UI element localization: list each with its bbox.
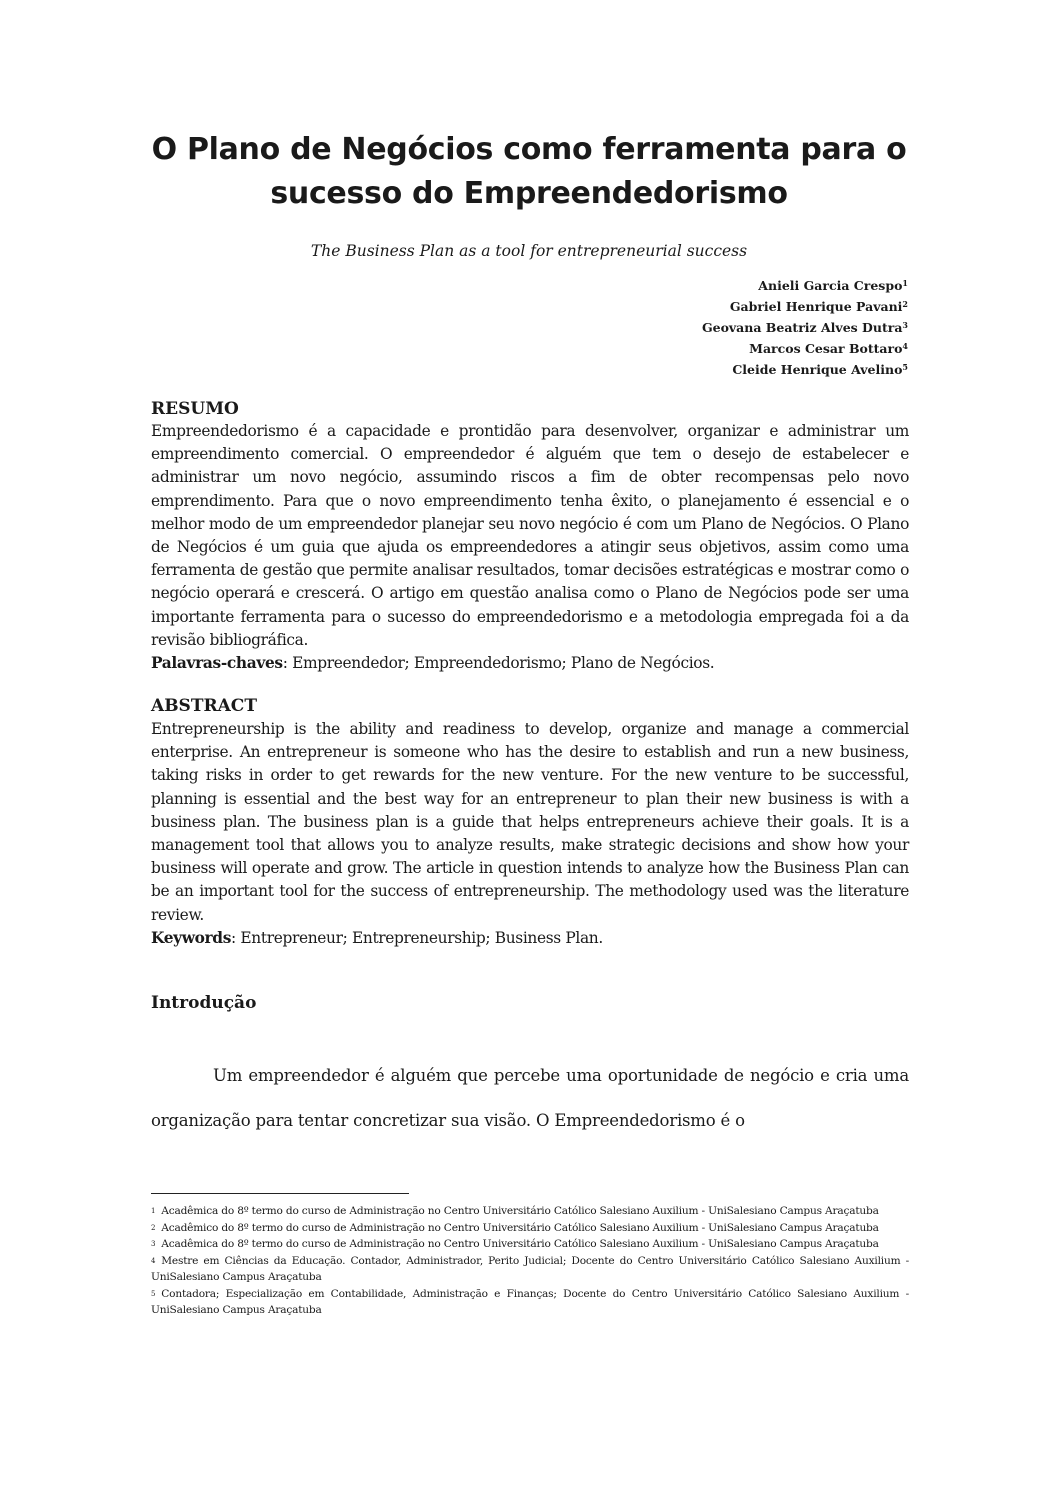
footnote-mark: 2 [151,1223,156,1232]
author-name: Anieli Garcia Crespo [758,278,903,293]
author-name: Gabriel Henrique Pavani [729,299,903,314]
footnote-mark: 4 [902,341,908,351]
footnote-mark: 1 [902,278,908,288]
intro-body: Um empreendedor é alguém que percebe uma oportunidade de negócio e cria uma organização para tentar concretizar sua visão. O Empreendedorismo é o [151,1066,909,1130]
footnote-mark: 1 [151,1207,156,1215]
footnote-text: Contadora; Especialização em Contabilidade, Administração e Finanças; Docente do Centro Universitário Católico Salesiano Auxilium - UniSalesiano Campus Araçatuba [151,1287,909,1316]
keywords-list: : Empreendedor; Empreendedorismo; Plano de Negócios. [282,654,715,673]
abstract-text: Entrepreneurship is the ability and readiness to develop, organize and manage a commercial enterprise. An entrepreneur is someone who has the desire to establish and run a new business, taking risks in order to get rewards for the new venture. For the new venture to be successful, planning is essential and the best way for an entrepreneur to plan their new business is with a business plan. The business plan is a guide that helps entrepreneurs achieve their goals. It is a management tool that allows you to analyze results, make strategic decisions and show how your business will operate and grow. The article in question intends to analyze how the Business Plan can be an important tool for the success of entrepreneurship. The methodology used was the literature review. [151,720,909,924]
footnote [151,1236,909,1253]
footnote-text: Acadêmica do 8º termo do curso de Administração no Centro Universitário Católico Salesiano Auxilium - UniSalesiano Campus Araçatuba [161,1238,879,1250]
footnote-mark: 2 [902,299,908,309]
resumo-body [151,420,909,675]
resumo-heading: RESUMO [151,399,239,419]
footnotes [151,1203,909,1319]
footnote [151,1203,909,1220]
abstract-keywords [151,929,603,947]
author-list [702,275,908,380]
author-line [702,359,908,380]
footnote [151,1253,909,1286]
footnote-text: Acadêmico do 8º termo do curso de Administração no Centro Universitário Católico Salesiano Auxilium - UniSalesiano Campus Araçatuba [161,1221,879,1234]
author-line [702,317,908,338]
keywords-label: Palavras-chaves [151,654,283,673]
footnote-mark: 5 [902,362,908,372]
footnote-text: Acadêmica do 8º termo do curso de Administração no Centro Universitário Católico Salesiano Auxilium - UniSalesiano Campus Araçatuba [161,1205,879,1217]
author-name: Geovana Beatriz Alves Dutra [701,320,903,335]
author-name: Marcos Cesar Bottaro [749,341,903,356]
footnote-mark: 5 [151,1289,156,1298]
abstract-body [151,718,909,950]
footnote-mark: 3 [902,320,908,330]
footnote [151,1220,909,1237]
intro-heading: Introdução [151,993,257,1013]
footnote-divider [151,1193,409,1194]
author-line [702,275,908,296]
footnote [151,1286,909,1319]
paper-title: O Plano de Negócios como ferramenta para o sucesso do Empreendedorismo [151,132,907,211]
resumo-text: Empreendedorismo é a capacidade e prontidão para desenvolver, organizar e administrar um empreendimento comercial. O empreendedor é alguém que tem o desejo de estabelecer e administrar um novo negócio, assumindo riscos a fim de obter recompensas pelo novo emprendimento. Para que o novo empreendimento tenha êxito, o planejamento é essencial e o melhor modo de um empreendedor planejar seu novo negócio é com um Plano de Negócios. O Plano de Negócios é um guia que ajuda os empreendedores a atingir seus objetivos, assim como uma ferramenta de gestão que permite analisar resultados, tomar decisões estratégicas e mostrar como o negócio operará e crescerá. O artigo em questão analisa como o Plano de Negócios pode ser uma importante ferramenta para o sucesso do empreendedorismo e a metodologia empregada foi a da revisão bibliográfica. [151,422,909,649]
author-name: Cleide Henrique Avelino [732,362,903,377]
keywords-label: Keywords [151,928,232,947]
footnote-mark: 4 [151,1256,156,1265]
footnote-text: Mestre em Ciências da Educação. Contador, Administrador, Perito Judicial; Docente do Centro Universitário Católico Salesiano Auxilium - UniSalesiano Campus Araçatuba [151,1254,909,1283]
keywords-list: : Entrepreneur; Entrepreneurship; Business Plan. [231,928,603,947]
abstract-heading: ABSTRACT [151,696,257,716]
author-line [702,338,908,359]
footnote-mark: 3 [151,1240,156,1248]
paper-subtitle: The Business Plan as a tool for entrepreneurial success [310,242,748,260]
author-line [702,296,908,317]
resumo-keywords [151,654,714,672]
